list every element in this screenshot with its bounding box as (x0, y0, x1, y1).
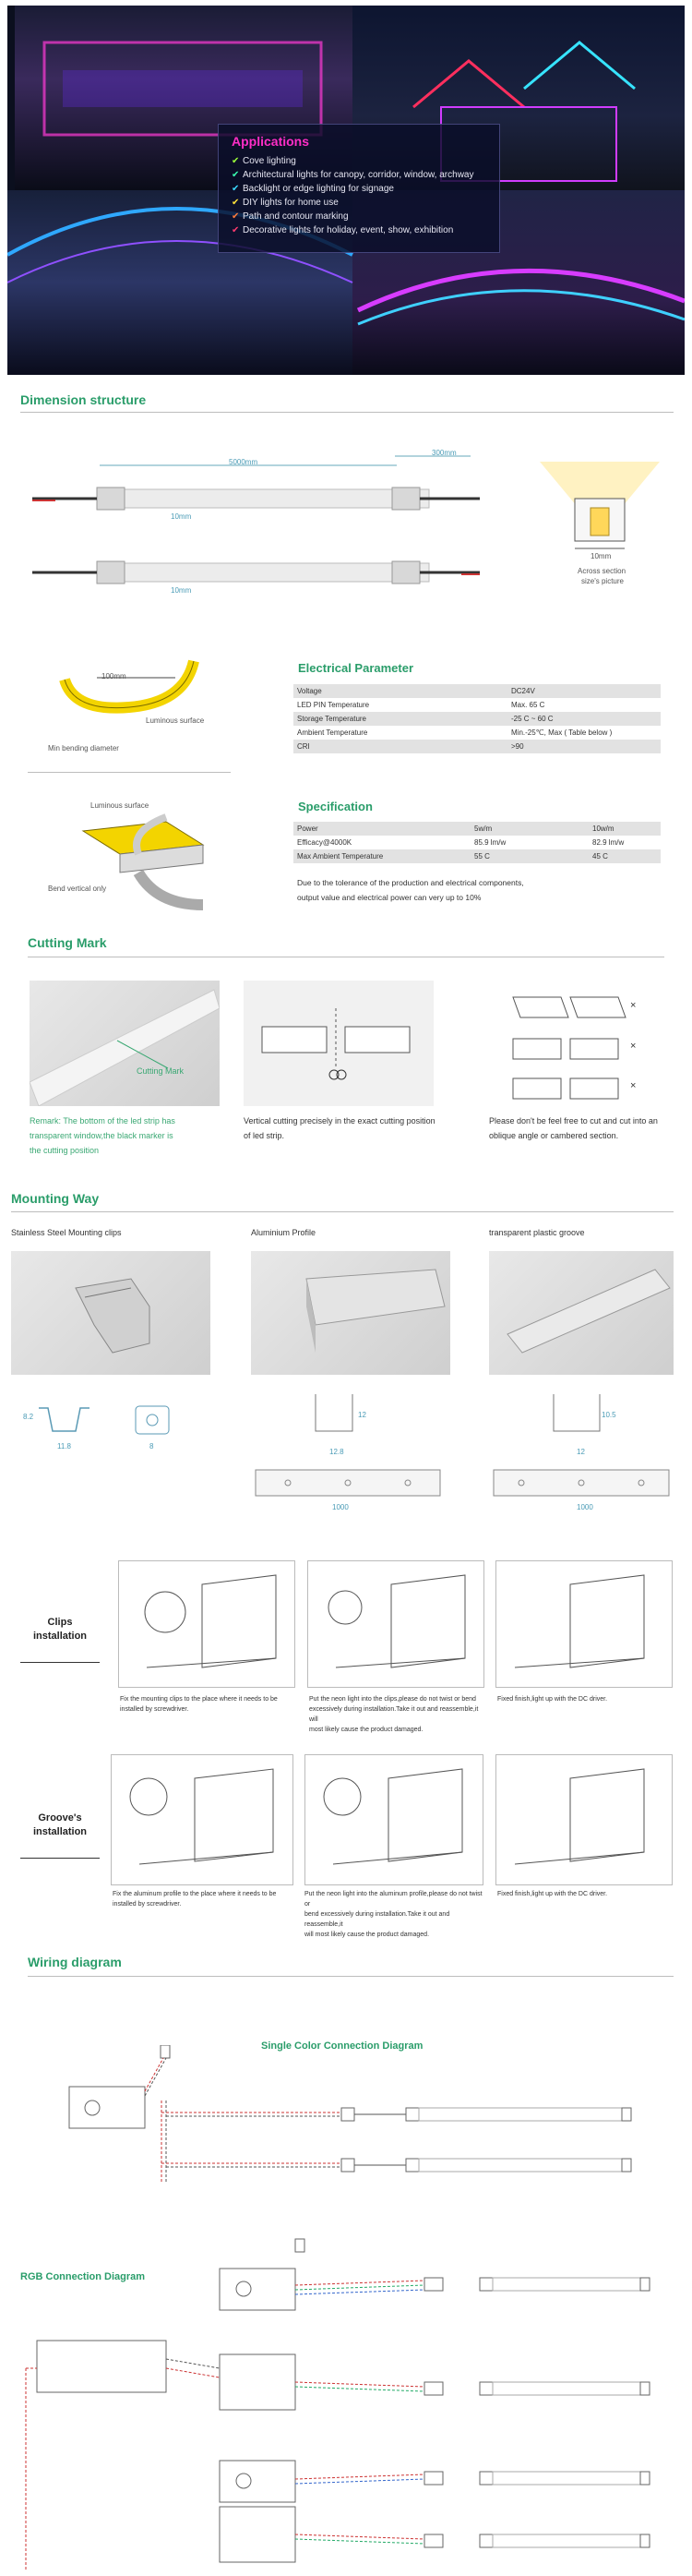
specification-title: Specification (298, 800, 373, 813)
groove-step-1 (111, 1754, 293, 1885)
hero-banner (7, 6, 685, 375)
table-row: LED PIN Temperature Max. 65 C (297, 701, 545, 709)
groove-step-2-caption: Put the neon light into the aluminum profile,please do not twist or bend excessively during installation.Take it out and reassemble,it will most likely cause the product damaged. (304, 1891, 483, 1938)
bending-diagram (55, 652, 203, 716)
aluminium-dimension-drawing (251, 1385, 450, 1523)
section-divider (28, 1976, 674, 1977)
cross-icon: × (630, 1041, 637, 1052)
dimension-drawing (28, 443, 489, 600)
table-row: Storage Temperature -25 C ~ 60 C (293, 712, 661, 726)
check-icon: ✔ (232, 156, 240, 166)
width-label: 10mm (171, 586, 192, 595)
cutting-photo (30, 981, 220, 1106)
cross-caption: size's picture (581, 577, 624, 585)
al-width: 12.8 (329, 1448, 344, 1456)
application-item: ✔ Path and contour marking (232, 211, 349, 222)
al-height: 12 (358, 1411, 366, 1419)
wiring-title: Wiring diagram (28, 1955, 122, 1969)
divider (20, 1858, 100, 1859)
dimension-title: Dimension structure (20, 392, 147, 407)
application-item: ✔ Cove lighting (232, 156, 296, 166)
groove-step-2 (304, 1754, 483, 1885)
check-icon: ✔ (232, 211, 240, 222)
col-label: Aluminium Profile (251, 1228, 316, 1237)
clip-height: 8.2 (23, 1413, 34, 1421)
width-label: 10mm (171, 512, 192, 521)
groove-step-3 (495, 1754, 673, 1885)
clips-step-3 (495, 1560, 673, 1688)
check-icon: ✔ (232, 198, 240, 208)
length-main-label: 5000mm (229, 458, 258, 466)
application-item: ✔ Decorative lights for holiday, event, show, exhibition (232, 225, 454, 235)
table-row: Max Ambient Temperature 55 C 45 C (293, 849, 661, 863)
applications-panel (218, 124, 500, 253)
col-label: transparent plastic groove (489, 1228, 585, 1237)
bending-radius: 100mm (101, 672, 126, 680)
groove-install-label: Groove's installation (32, 1812, 88, 1837)
rgb-diagram (18, 2230, 664, 2571)
tolerance-note: Due to the tolerance of the production and electrical components, output value and electrical power can very up to 10% (297, 878, 524, 902)
groove-step-1-caption: Fix the aluminum profile to the place where it needs to be installed by screwdriver. (113, 1891, 277, 1908)
al-length: 1000 (332, 1503, 349, 1511)
single-color-diagram-title: Single Color Connection Diagram (261, 2040, 424, 2052)
check-icon: ✔ (232, 184, 240, 194)
cross-caption: Across section (578, 567, 626, 575)
vertical-cut-drawing (244, 981, 434, 1106)
application-item: ✔ DIY lights for home use (232, 198, 339, 208)
clips-step-1-caption: Fix the mounting clips to the place where it needs to be installed by screwdriver. (120, 1696, 278, 1713)
single-color-diagram (65, 2045, 655, 2197)
clip-width-2: 8 (149, 1442, 154, 1451)
min-bending-caption: Min bending diameter (48, 744, 119, 752)
section-divider (20, 412, 674, 413)
check-icon: ✔ (232, 225, 240, 235)
table-row: Ambient Temperature Min.-25℃, Max ( Table below ) (297, 728, 613, 737)
clip-width: 11.8 (57, 1442, 71, 1451)
col-label: Stainless Steel Mounting clips (11, 1228, 122, 1237)
mounting-title: Mounting Way (11, 1191, 100, 1206)
luminous-surface-label-2: Luminous surface (90, 801, 149, 810)
clips-step-2 (307, 1560, 484, 1688)
clip-photo (11, 1251, 210, 1375)
clips-step-1 (118, 1560, 295, 1688)
oblique-warning-note: Please don't be feel free to cut and cut into an oblique angle or cambered section. (489, 1116, 658, 1140)
groove-step-3-caption: Fixed finish,light up with the DC driver. (497, 1891, 608, 1897)
pg-height: 10.5 (602, 1411, 616, 1419)
cross-icon: × (630, 1080, 637, 1091)
clips-step-3-caption: Fixed finish,light up with the DC driver. (497, 1696, 608, 1703)
oblique-cut-warning (506, 988, 644, 1108)
pg-length: 1000 (577, 1503, 593, 1511)
divider (20, 1662, 100, 1663)
clips-install-label: Clips installation (32, 1617, 88, 1642)
groove-photo (489, 1251, 674, 1375)
table-row: Voltage DC24V (293, 684, 661, 698)
length-cable-label: 300mm (432, 449, 457, 457)
pg-width: 12 (577, 1448, 585, 1456)
electrical-table (293, 684, 661, 753)
clips-step-2-caption: Put the neon light into the clips,please do not twist or bend excessively during installation.Take it out and reassemble,it will most likely cause the product damaged. (309, 1696, 479, 1733)
cutting-remark: Remark: The bottom of the led strip has transparent window,the black marker is the cutting position (30, 1116, 175, 1155)
vertical-cut-note: Vertical cutting precisely in the exact cutting position of led strip. (244, 1116, 435, 1140)
clip-dimension-drawing (11, 1390, 210, 1454)
cross-width-label: 10mm (591, 552, 612, 560)
table-row: Power 5w/m 10w/m (293, 822, 661, 836)
divider (28, 772, 231, 773)
bend-vertical-caption: Bend vertical only (48, 885, 107, 893)
rgb-diagram-title: RGB Connection Diagram (20, 2271, 146, 2282)
specification-table (293, 822, 661, 863)
bend-vertical-diagram (74, 813, 221, 914)
cutting-strip (30, 981, 220, 1106)
cross-section-drawing (540, 462, 660, 554)
application-item: ✔ Architectural lights for canopy, corridor, window, archway (232, 170, 474, 180)
cross-icon: × (630, 1000, 637, 1011)
check-icon: ✔ (232, 170, 240, 180)
cutting-mark-label: Cutting Mark (137, 1066, 185, 1076)
electrical-title: Electrical Parameter (298, 661, 414, 675)
application-item: ✔ Backlight or edge lighting for signage (232, 184, 394, 194)
section-divider (11, 1211, 674, 1212)
table-row: CRI >90 (293, 740, 661, 753)
applications-title: Applications (232, 134, 310, 149)
aluminium-photo (251, 1251, 450, 1375)
table-row: Efficacy@4000K 85.9 lm/w 82.9 lm/w (297, 838, 625, 847)
luminous-surface-label: Luminous surface (146, 716, 205, 725)
cutting-title: Cutting Mark (28, 935, 107, 950)
